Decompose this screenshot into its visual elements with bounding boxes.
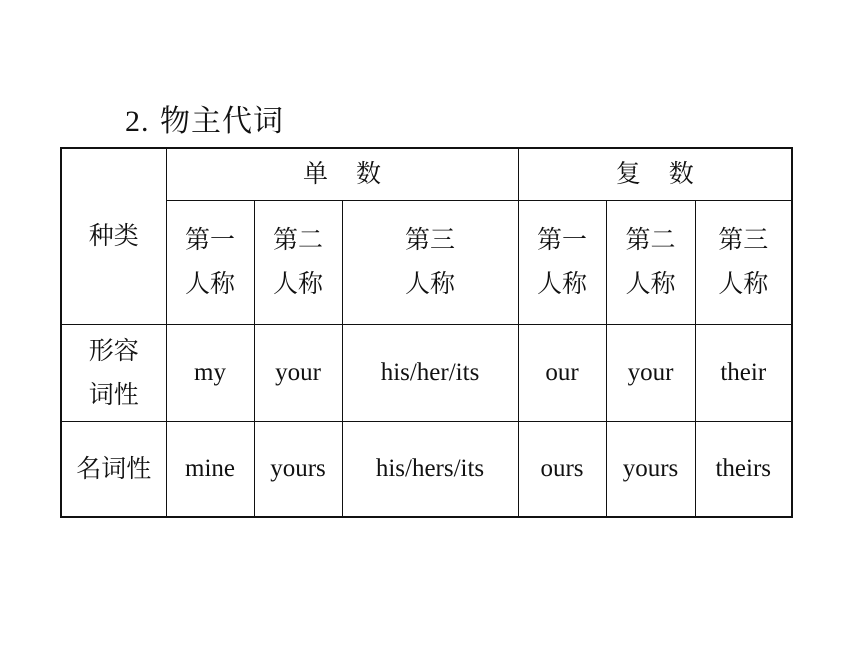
person-header: 第二 人称 [254,200,342,324]
singular-header: 单数 [166,148,518,200]
row-label-noun: 名词性 [61,421,166,517]
table-row-noun [61,421,792,517]
person-header: 第一 人称 [166,200,254,324]
row-label-adjective: 形容 词性 [61,324,166,421]
section-number: 2. [125,105,150,138]
possessive-pronoun-table [60,147,793,518]
table-cell: his/hers/its [342,421,518,517]
table-cell: our [518,324,606,421]
table-cell: your [254,324,342,421]
person-header: 第三 人称 [695,200,792,324]
table-row-adjective [61,324,792,421]
table-cell: yours [254,421,342,517]
person-header: 第三 人称 [342,200,518,324]
table-cell: mine [166,421,254,517]
table-cell: your [606,324,695,421]
section-title: 物主代词 [160,104,285,139]
plural-header: 复数 [518,148,792,200]
header-row-number [61,148,792,200]
table-cell: his/her/its [342,324,518,421]
section-heading [125,96,284,140]
person-header: 第一 人称 [518,200,606,324]
table-cell: yours [606,421,695,517]
table-cell: theirs [695,421,792,517]
person-header: 第二 人称 [606,200,695,324]
table-cell: ours [518,421,606,517]
header-row-person [61,200,792,324]
table-cell: my [166,324,254,421]
table-cell: their [695,324,792,421]
category-header: 种类 [61,148,166,324]
